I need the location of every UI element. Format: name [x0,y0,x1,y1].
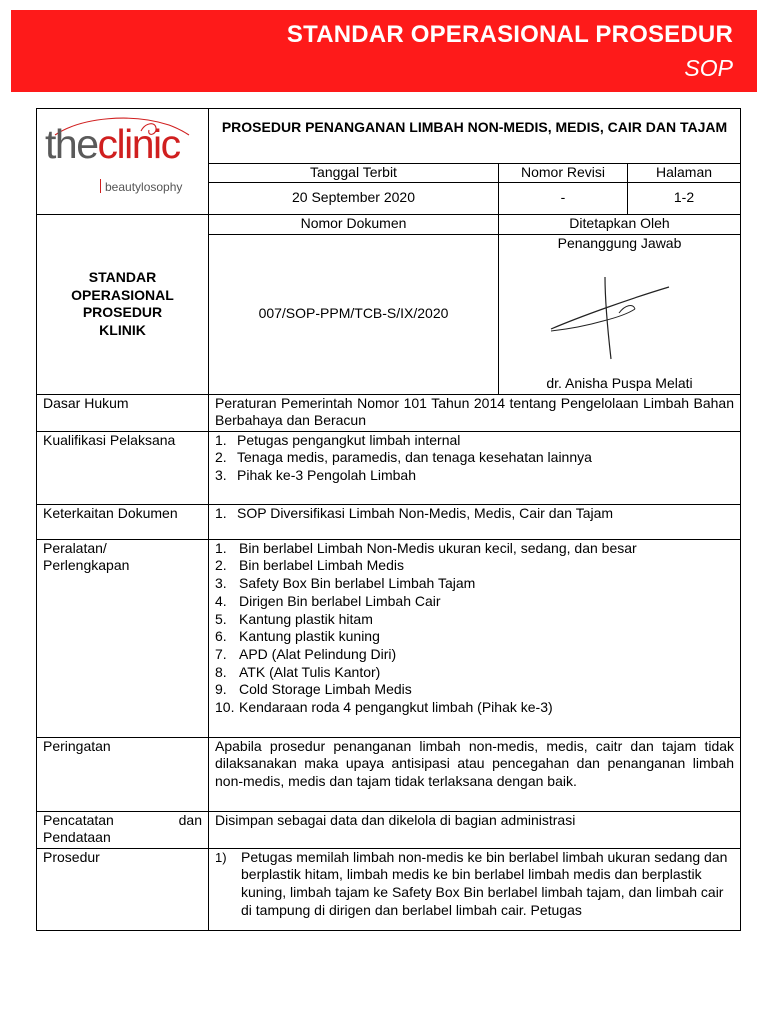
banner-title: STANDAR OPERASIONAL PROSEDUR [286,21,733,48]
tanggal-terbit-label: Tanggal Terbit [209,164,499,183]
prosedur-label: Prosedur [37,848,209,930]
keterkaitan-list [215,505,734,523]
signature-cell [499,234,741,394]
document-title: PROSEDUR PENANGANAN LIMBAH NON-MEDIS, MEDIS, CAIR DAN TAJAM [209,109,741,164]
peralatan-list [215,540,734,717]
logo-cell [37,109,209,215]
header-banner [11,10,757,92]
peringatan-label: Peringatan [37,737,209,811]
pencatatan-label: Pencatatan dan Pendataan [37,811,209,848]
list-item: 3. Safety Box Bin berlabel Limbah Tajam [215,575,476,592]
list-item: 2. Tenaga medis, paramedis, dan tenaga kesehatan lainnya [215,449,592,466]
nomor-revisi-value: - [499,182,628,214]
list-item: 9. Cold Storage Limbah Medis [215,681,412,698]
signer-name: dr. Anisha Puspa Melati [546,375,693,391]
kualifikasi-label: Kualifikasi Pelaksana [37,431,209,504]
peralatan-label: Peralatan/ Perlengkapan [37,539,209,737]
keterkaitan-list-cell [209,504,741,539]
nomor-revisi-label: Nomor Revisi [499,164,628,183]
logo-divider [100,179,101,193]
prosedur-cell [209,848,741,930]
tanggal-terbit-value: 20 September 2020 [209,182,499,214]
list-item: 7. APD (Alat Pelindung Diri) [215,645,397,662]
banner-subtitle: SOP [684,55,733,81]
list-item: 1. SOP Diversifikasi Limbah Non-Medis, Medis, Cair dan Tajam [215,504,614,521]
list-item: 3. Pihak ke-3 Pengolah Limbah [215,467,417,484]
list-item: 5. Kantung plastik hitam [215,610,373,627]
list-item: 2. Bin berlabel Limbah Medis [215,557,404,574]
dasar-hukum-label: Dasar Hukum [37,394,209,431]
logo-tagline: beautylosophy [105,180,183,195]
sop-table [36,108,741,931]
ditetapkan-oleh-label: Ditetapkan Oleh [499,214,741,234]
peringatan-value: Apabila prosedur penanganan limbah non-medis, medis, caitr dan tajam tidak dilaksanakan maka upaya antisipasi atau pencegahan dan penanganan limbah non-medis, medis dan tajam tidak terlaksana dengan baik. [209,737,741,811]
penanggung-jawab-label: Penanggung Jawab [557,234,682,251]
clinic-logo [37,109,208,213]
signature-mark-icon [539,269,689,364]
logo-wordmark: theclinic [45,121,180,168]
halaman-label: Halaman [628,164,741,183]
list-item: 1. Bin berlabel Limbah Non-Medis ukuran kecil, sedang, dan besar [215,539,637,556]
kualifikasi-list-cell [209,431,741,504]
nomor-dokumen-label: Nomor Dokumen [209,214,499,234]
standard-label: STANDAR OPERASIONAL PROSEDUR KLINIK [37,214,209,394]
kualifikasi-list [215,432,734,485]
pencatatan-value: Disimpan sebagai data dan dikelola di bagian administrasi [209,811,741,848]
list-item: 8. ATK (Alat Tulis Kantor) [215,663,381,680]
list-item: 4. Dirigen Bin berlabel Limbah Cair [215,592,441,609]
list-item: 6. Kantung plastik kuning [215,628,380,645]
halaman-value: 1-2 [628,182,741,214]
list-item: 10. Kendaraan roda 4 pengangkut limbah (Pihak ke-3) [215,699,553,716]
list-item: 1. Petugas pengangkut limbah internal [215,431,461,448]
dasar-hukum-value: Peraturan Pemerintah Nomor 101 Tahun 2014 tentang Pengelolaan Limbah Bahan Berbahaya dan Beracun [209,394,741,431]
nomor-dokumen-value: 007/SOP-PPM/TCB-S/IX/2020 [209,234,499,394]
prosedur-step: 1) Petugas memilah limbah non-medis ke bin berlabel limbah ukuran sedang dan berplastik hitam, limbah medis ke bin berlabel limbah medis dan berplastik kuning, limbah tajam ke Safety Box Bin berlabel limbah tajam, dan limbah cair di tampung di dirigen dan berlabel limbah cair. Petugas [215,848,728,918]
keterkaitan-label: Keterkaitan Dokumen [37,504,209,539]
peralatan-list-cell [209,539,741,737]
